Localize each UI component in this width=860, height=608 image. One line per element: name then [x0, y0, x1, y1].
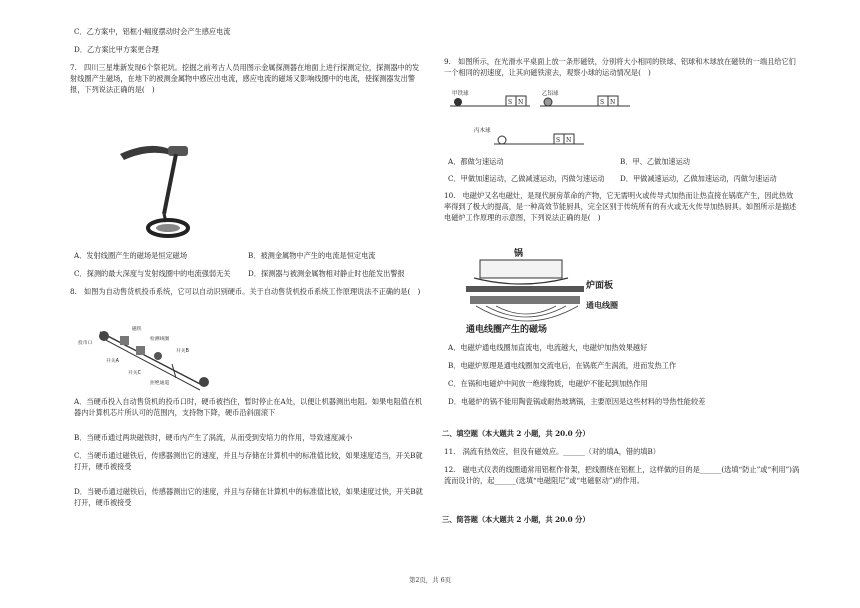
q10-option-a: A．电磁炉通电线圈加直流电，电流越大，电磁炉加热效果越好	[448, 343, 648, 352]
fig-s-2: S	[600, 99, 605, 106]
page-footer: 第2页，共 6页	[408, 576, 452, 584]
section-short-answer: 三、简答题（本大题共 2 小题，共 20.0 分）	[442, 515, 590, 524]
metal-detector-figure	[110, 136, 220, 240]
fig-label-wood-ball: 丙木球	[474, 128, 491, 134]
q8-option-c: C．当硬币通过磁铁后，传感器测出它的速度，并且与存储在计算机中的标准值比较，如果速度适当，开关B就打开，硬币被接受	[74, 451, 423, 472]
q9-option-b: B．甲、乙做加速运动	[620, 157, 690, 166]
fig-label-coil: 通电线圈	[586, 301, 618, 310]
magnet-balls-figure	[450, 86, 664, 150]
fig-label-pot: 锅	[514, 249, 524, 259]
fig-label-reject: 拒绝通道	[150, 381, 170, 386]
fig-label-iron-ball: 甲铁球	[452, 91, 469, 97]
q9-option-c: C．甲做加速运动，乙做减速运动，丙做匀速运动	[448, 174, 605, 183]
section-fill-in: 二、填空题（本大题共 2 小题，共 20.0 分）	[442, 429, 590, 438]
q11: 11. 涡流有热效应，但没有磁效应。______（对的填A，错的填B）	[444, 447, 660, 456]
fig-n-1: N	[518, 99, 524, 106]
q9-option-a: A．都做匀速运动	[448, 157, 504, 166]
fig-n-2: N	[610, 99, 616, 106]
q8-option-a: A．当硬币投入自动售货机的投币口时，硬币被挡住，暂时停止在A处，以便让机器测出电阻。如果电阻值在机器内计算机芯片所认可的范围内，支持物下降，硬币沿斜面滚下	[74, 397, 423, 418]
q7-option-b: B．被测金属物中产生的电流是恒定电流	[248, 251, 376, 260]
q8-option-d: D．当硬币通过磁铁后，传感器测出它的速度，并且与存储在计算机中的标准值比较，如果速度过快，开关B就打开，硬币被接受	[74, 487, 423, 508]
q7-option-d: D．探测器与被测金属物相对静止时也能发出警报	[248, 269, 405, 278]
q7-stem: 7. 四川三星堆新发现6个祭祀坑。挖掘之前考古人员用图示金属探测器在地面上进行探测定位，探测器中的发射线圈产生磁场，在地下的被测金属物中感应出电流，感应电流的磁场又影响线圈中的电流，使探测器发出警报，下列说法正确的是( )	[70, 63, 420, 95]
vending-coin-figure	[72, 318, 222, 392]
q10-option-d: D．电磁炉的锅不能用陶瓷锅或耐热玻璃锅，主要原因是这些材料的导热性能较差	[448, 397, 706, 406]
fig-label-panel: 炉面板	[586, 281, 614, 291]
q9-stem: 9. 如图所示，在光滑水平桌面上放一条形磁铁，分别将大小相同的铁球、铝球和木球放在磁铁的一端且给它们一个相同的初速度，让其向磁铁滚去，观察小球的运动情况是( )	[444, 57, 796, 78]
q10-stem: 10. 电磁炉又名电磁灶，是现代厨房革命的产物，它无需明火或传导式加热而让热直接在锅底产生，因此热效率得到了极大的提高，是一种高效节能厨具，完全区别于传统所有的有火或无火传导加热厨具。如图所示是描述电磁炉工作原理的示意图，下列说法正确的是( )	[444, 191, 797, 223]
option-d-prev: D．乙方案比甲方案更合理	[74, 45, 159, 54]
fig-label-coin-slot: 投币口	[78, 341, 93, 346]
fig-label-coil: 检测线圈	[150, 337, 170, 342]
option-c-prev: C．乙方案中，铝框小幅度摆动时会产生感应电流	[74, 27, 231, 36]
fig-label-field: 通电线圈产生的磁场	[466, 325, 548, 335]
fig-s-1: S	[508, 99, 513, 106]
q9-option-d: D．甲做减速运动，乙做加速运动，丙做匀速运动	[620, 174, 777, 183]
fig-s-3: S	[556, 137, 561, 144]
q8-stem: 8. 如图为自动售货机投币系统，它可以自动识别硬币。关于自动售货机投币系统工作原理说法不正确的是( )	[70, 287, 421, 296]
fig-label-switch-c: 开关C	[128, 371, 141, 376]
q7-option-a: A．发射线圈产生的磁场是恒定磁场	[74, 251, 188, 260]
fig-label-switch-a: 开关A	[106, 359, 119, 364]
fig-label-al-ball: 乙铝球	[542, 91, 559, 97]
induction-cooker-figure	[466, 244, 636, 336]
q8-option-b: B．当硬币通过两块磁铁时，硬币内产生了涡流，从而受到安培力的作用，导致速度减小	[74, 433, 353, 442]
q12: 12. 磁电式仪表的线圈通常用铝框作骨架，把线圈绕在铝框上，这样做的目的是______(选填“防止”或“利用”)涡流而设计的，起______(选填“电磁阻尼”或“电磁驱动”)的作用。	[444, 465, 800, 486]
q10-option-b: B．电磁炉原理是通电线圈加交流电后，在锅底产生涡流，进而发热工作	[448, 361, 677, 370]
fig-label-magnet: 磁铁	[132, 327, 142, 332]
fig-n-3: N	[566, 137, 572, 144]
q10-option-c: C．在锅和电磁炉中间放一绝缘物质，电磁炉不能起到加热作用	[448, 379, 648, 388]
q7-option-c: C．探测的最大深度与发射线圈中的电流强弱无关	[74, 269, 231, 278]
fig-label-switch-b: 开关B	[176, 349, 189, 354]
